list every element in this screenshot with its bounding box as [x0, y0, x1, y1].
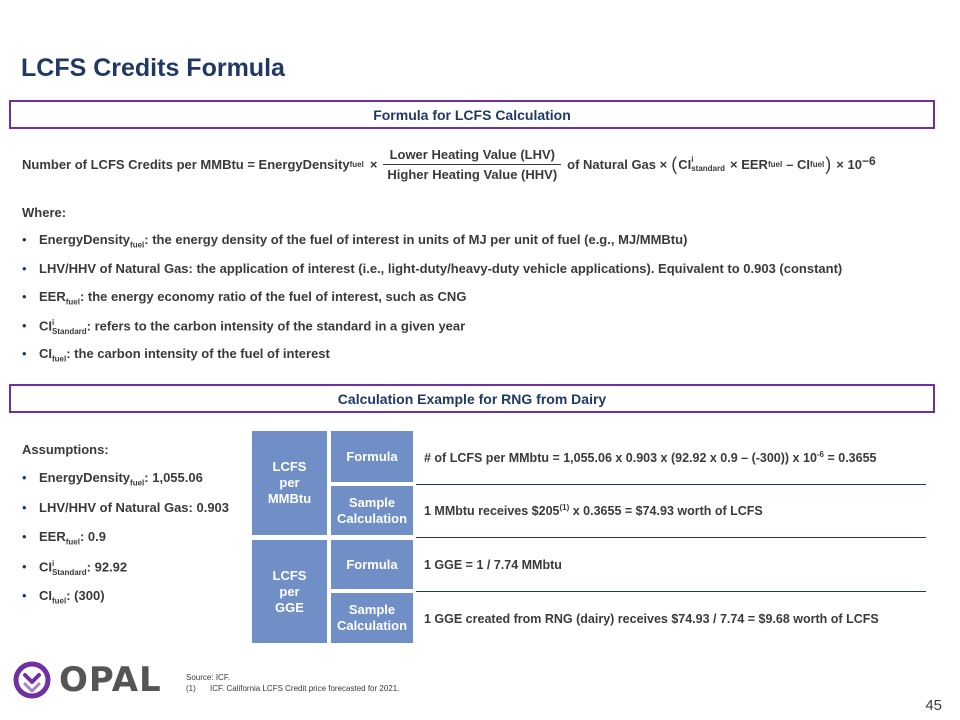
term: EER [39, 529, 66, 544]
formula-ten: × 10 [836, 156, 862, 172]
opal-logo [12, 660, 162, 700]
term-sub: fuel [52, 354, 67, 364]
where-item-lhv-hhv [22, 261, 842, 290]
term-sup: i [52, 558, 55, 568]
gge-formula-text: 1 GGE = 1 / 7.74 MMbtu [424, 558, 562, 572]
label-line: Sample [348, 602, 396, 617]
fraction-denominator: Higher Heating Value (HHV) [383, 164, 561, 182]
term: LHV/HHV of Natural Gas [39, 260, 189, 276]
mmbtu-formula-text [424, 450, 877, 465]
row-label-sample-gge [331, 593, 413, 643]
group-label-gge [252, 540, 327, 643]
assumption-ci-standard [22, 559, 229, 589]
term-sub: fuel [65, 537, 80, 547]
formula-times-eer: × EER [730, 156, 768, 172]
open-paren: ( [671, 153, 678, 174]
term: CI [39, 317, 52, 333]
label-line: LCFS [272, 567, 307, 583]
lhv-hhv-fraction [383, 147, 561, 182]
label-line: Calculation [336, 618, 408, 633]
label-line: per [279, 475, 300, 490]
assumptions-title: Assumptions: [22, 442, 109, 457]
formula-sub-fuel: fuel [349, 159, 364, 169]
label-line: Sample [348, 494, 396, 510]
label-line: per [279, 583, 300, 599]
term: EER [39, 289, 66, 304]
formula-ci-standard: CI [678, 156, 692, 172]
example-section-heading: Calculation Example for RNG from Dairy [9, 384, 935, 413]
term: CI [39, 588, 52, 603]
formula-lhs: Number of LCFS Credits per MMBtu = EnergyDensity [22, 156, 350, 172]
formula-eer-sub: fuel [767, 159, 783, 169]
opal-logo-text: OPAL [59, 660, 162, 700]
assumption-energy-density [22, 470, 229, 500]
term-sup: i [52, 317, 55, 327]
term: EnergyDensity [39, 232, 131, 247]
row-divider [416, 484, 926, 485]
where-list [22, 232, 842, 375]
term: CI [39, 558, 52, 574]
where-item-ci-standard [22, 318, 842, 347]
where-item-ci-fuel [22, 346, 842, 375]
footnote-text: ICF. California LCFS Credit price forecasted for 2021. [210, 684, 400, 693]
exponent: -6 [816, 450, 825, 459]
value: : 0.9 [79, 529, 106, 544]
row-label-formula-mmbtu: Formula [331, 431, 413, 482]
value: : 1,055.06 [144, 470, 203, 485]
row-divider [416, 591, 926, 592]
source-text: ICF. [215, 673, 231, 682]
label-line: GGE [275, 599, 304, 615]
group-label-mmbtu [252, 431, 327, 535]
definition: : the energy density of the fuel of interest in units of MJ per unit of fuel (e.g., MJ/MMBtu) [144, 232, 688, 247]
term: EnergyDensity [39, 470, 131, 485]
formula-of-ng: of Natural Gas × [567, 156, 668, 172]
assumptions-list [22, 470, 229, 618]
fraction-numerator: Lower Heating Value (LHV) [389, 146, 555, 162]
formula-ci-sub: standard [691, 164, 726, 173]
value: : 0.903 [188, 499, 230, 515]
label-line: Calculation [336, 510, 408, 526]
formula-times: × [369, 156, 378, 172]
formula-exp: −6 [861, 154, 876, 168]
opal-logo-icon [12, 660, 52, 700]
term-sub: fuel [130, 478, 145, 488]
source-label: Source: [186, 673, 214, 682]
term-sub: fuel [130, 240, 145, 250]
assumption-eer [22, 529, 229, 559]
page-title: LCFS Credits Formula [21, 54, 285, 82]
definition: : the energy economy ratio of the fuel of interest, such as CNG [79, 289, 467, 304]
term-sub: fuel [65, 297, 80, 307]
assumption-lhv-hhv [22, 500, 229, 530]
definition: : refers to the carbon intensity of the standard in a given year [86, 317, 466, 333]
where-item-energy-density [22, 232, 842, 261]
footnote-number: (1) [186, 684, 196, 693]
formula-ci-fuel-sub: fuel [810, 159, 825, 169]
text: # of LCFS per MMbtu = 1,055.06 x 0.903 x (92.92 x 0.9 – (-300)) x 10 [424, 451, 817, 466]
row-label-formula-gge: Formula [331, 540, 413, 589]
text: 1 MMbtu receives $205 [424, 504, 560, 519]
label-line: LCFS [272, 459, 307, 474]
text: = 0.3655 [824, 451, 877, 466]
term-sub: Standard [52, 326, 87, 336]
term: LHV/HHV of Natural Gas [39, 499, 189, 515]
where-title: Where: [22, 205, 67, 220]
lcfs-formula [22, 141, 942, 187]
where-item-eer [22, 289, 842, 318]
close-paren: ) [825, 153, 832, 174]
definition: : the application of interest (i.e., light-duty/heavy-duty vehicle applications). Equivalent to 0.903 (constant) [188, 260, 843, 276]
term-sub: Standard [52, 567, 87, 577]
definition: : the carbon intensity of the fuel of interest [66, 346, 330, 361]
label-line: MMBtu [267, 491, 312, 506]
value: : (300) [66, 588, 105, 603]
formula-minus-ci: – CI [786, 156, 811, 172]
assumption-ci-fuel [22, 588, 229, 618]
formula-section-heading: Formula for LCFS Calculation [9, 100, 935, 129]
term-sub: fuel [52, 596, 67, 606]
text: x 0.3655 = $74.93 worth of LCFS [569, 504, 763, 519]
term: CI [39, 346, 52, 361]
source-notes [186, 672, 399, 694]
mmbtu-sample-text [424, 503, 763, 518]
footnote-ref: (1) [559, 503, 570, 512]
row-divider [416, 537, 926, 538]
value: : 92.92 [86, 558, 128, 574]
gge-sample-text: 1 GGE created from RNG (dairy) receives $74.93 / 7.74 = $9.68 worth of LCFS [424, 612, 879, 626]
row-label-sample-mmbtu [331, 486, 413, 535]
page-number: 45 [925, 697, 942, 714]
formula-ci-sup: i [691, 155, 694, 164]
